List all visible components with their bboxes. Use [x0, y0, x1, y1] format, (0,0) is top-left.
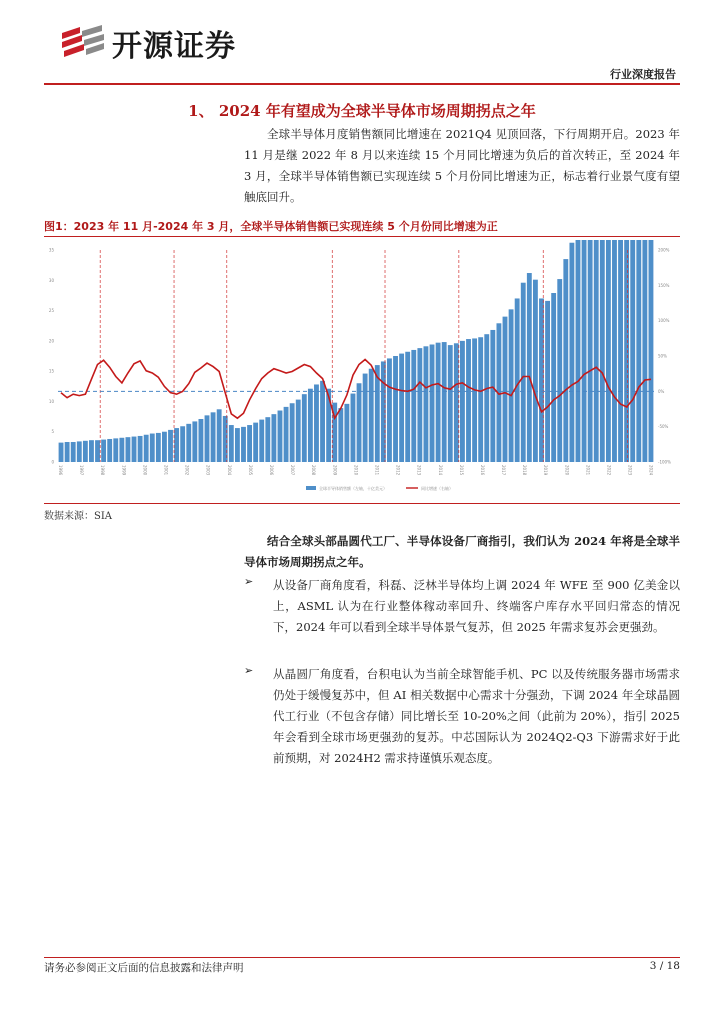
- sales-bar: [107, 439, 112, 462]
- x-tick-label: 2005: [247, 465, 253, 476]
- x-tick-label: 2013: [416, 465, 422, 476]
- left-tick-label: 10: [48, 398, 54, 404]
- right-tick-label: 150%: [658, 282, 670, 288]
- sales-bar: [247, 425, 252, 462]
- sales-bar: [576, 240, 581, 462]
- company-logo: [58, 22, 236, 64]
- sales-bar: [478, 337, 483, 462]
- sales-bar: [241, 427, 246, 462]
- sales-bar: [320, 381, 325, 462]
- sales-bar: [436, 343, 441, 462]
- sales-bar: [71, 442, 76, 462]
- sales-bar: [174, 428, 179, 462]
- sales-bar: [119, 438, 124, 462]
- left-tick-label: 0: [51, 459, 54, 465]
- x-tick-label: 2011: [374, 465, 380, 476]
- legend-swatch-sales: [306, 486, 316, 490]
- sales-bar: [290, 403, 295, 462]
- figure-bottom-divider: [44, 503, 680, 504]
- sales-bar: [448, 345, 453, 462]
- x-tick-label: 2003: [205, 465, 211, 476]
- sales-bar: [235, 428, 240, 462]
- sales-bar: [521, 283, 526, 462]
- x-tick-label: 2015: [458, 465, 464, 476]
- sales-bar: [411, 350, 416, 462]
- right-tick-label: -100%: [658, 459, 671, 465]
- left-tick-label: 30: [48, 277, 54, 283]
- header-divider: [44, 83, 680, 85]
- sales-bar: [162, 432, 167, 462]
- sales-bar: [649, 240, 654, 462]
- left-tick-label: 15: [48, 368, 54, 374]
- sales-bar: [630, 240, 635, 462]
- sales-bar: [454, 343, 459, 462]
- sales-bar: [229, 425, 234, 462]
- left-axis-ticks: [49, 248, 55, 465]
- figure-title: 图1：2023 年 11 月-2024 年 3 月，全球半导体销售额已实现连续 5 个月份同比增速为正: [44, 220, 498, 233]
- x-tick-label: 2021: [585, 465, 591, 476]
- x-tick-label: 2014: [437, 465, 443, 476]
- x-tick-label: 2001: [163, 465, 169, 476]
- x-tick-label: 2008: [311, 465, 317, 476]
- sales-bar: [314, 384, 319, 462]
- legend-label-yoy: 同比增速（右轴）: [421, 486, 453, 491]
- sales-bar: [557, 279, 562, 462]
- sales-bar: [369, 369, 374, 462]
- sales-bar: [484, 334, 489, 462]
- figure-top-divider: [44, 236, 680, 237]
- sales-bar: [393, 356, 398, 462]
- sales-bar: [588, 240, 593, 462]
- sales-bar: [186, 424, 191, 462]
- footer-divider: [44, 957, 680, 958]
- sales-bar: [442, 342, 447, 462]
- sales-bar: [265, 417, 270, 462]
- page-number: 3 / 18: [649, 960, 680, 972]
- sales-bar: [600, 240, 605, 462]
- sales-bar: [284, 407, 289, 462]
- section-title: 1、 2024 年有望成为全球半导体市场周期拐点之年: [188, 102, 536, 120]
- sales-bar: [271, 414, 276, 462]
- x-tick-label: 2018: [522, 465, 528, 476]
- x-axis-ticks: [58, 465, 654, 476]
- sales-bar: [259, 420, 264, 462]
- sales-bar: [606, 240, 611, 462]
- x-tick-label: 2006: [268, 465, 274, 476]
- sales-bar: [192, 421, 197, 462]
- sales-bar: [253, 423, 258, 462]
- sales-bar: [83, 441, 88, 462]
- sales-bar: [405, 352, 410, 462]
- logo-mark-icon: [58, 23, 106, 63]
- sales-bar: [363, 374, 368, 462]
- sales-bar: [387, 358, 392, 462]
- sales-bar: [351, 394, 356, 462]
- x-tick-label: 2000: [142, 465, 148, 476]
- semiconductor-sales-chart: [44, 240, 680, 502]
- right-tick-label: 100%: [658, 318, 670, 324]
- sales-bars: [59, 240, 654, 462]
- sales-bar: [642, 240, 647, 462]
- report-type-label: 行业深度报告: [610, 68, 676, 81]
- right-axis-ticks: [658, 248, 671, 465]
- sales-bar: [636, 240, 641, 462]
- sales-bar: [296, 400, 301, 462]
- sales-bar: [357, 383, 362, 462]
- sales-bar: [344, 404, 349, 462]
- sales-bar: [180, 426, 185, 462]
- sales-bar: [424, 346, 429, 462]
- x-tick-label: 2022: [606, 465, 612, 476]
- sales-bar: [59, 443, 64, 462]
- x-tick-label: 2009: [332, 465, 338, 476]
- sales-bar: [211, 412, 216, 462]
- right-tick-label: 50%: [658, 353, 667, 359]
- sales-bar: [490, 330, 495, 462]
- x-tick-label: 2020: [564, 465, 570, 476]
- right-tick-label: -50%: [658, 424, 669, 430]
- chart-legend: [306, 485, 453, 491]
- sales-bar: [594, 240, 599, 462]
- sales-bar: [302, 394, 307, 462]
- sales-bar: [89, 440, 94, 462]
- x-tick-label: 1998: [100, 465, 106, 476]
- bullet-item-foundry: [244, 664, 680, 769]
- x-tick-label: 2010: [353, 465, 359, 476]
- sales-bar: [563, 259, 568, 462]
- sales-bar: [278, 411, 283, 462]
- figure-source: 数据来源：SIA: [44, 511, 113, 522]
- legend-label-sales: 全球半导体销售额（左轴，十亿美元）: [319, 486, 387, 491]
- yoy-growth-line: [61, 360, 651, 419]
- footer-disclaimer: 请务必参阅正文后面的信息披露和法律声明: [44, 962, 244, 974]
- right-tick-label: 0%: [658, 388, 665, 394]
- sales-bar: [466, 339, 471, 462]
- sales-bar: [569, 243, 574, 462]
- sales-bar: [217, 409, 222, 462]
- x-tick-label: 2023: [627, 465, 633, 476]
- sales-bar: [430, 344, 435, 462]
- left-tick-label: 5: [51, 429, 54, 435]
- sales-bar: [527, 273, 532, 462]
- sales-bar: [101, 440, 106, 462]
- x-tick-label: 2019: [543, 465, 549, 476]
- sales-bar: [545, 301, 550, 462]
- sales-bar: [144, 435, 149, 462]
- sales-bar: [308, 389, 313, 462]
- sales-bar: [113, 438, 118, 462]
- sales-bar: [472, 338, 477, 462]
- x-tick-label: 1997: [79, 465, 85, 476]
- sales-bar: [65, 442, 70, 462]
- sales-bar: [126, 437, 131, 462]
- bullet-text: 从设备厂商角度看，科磊、泛林半导体均上调 2024 年 WFE 至 900 亿美金以上，ASML 认为在行业整体稼动率回升、终端客户库存水平回归常态的情况下，2024 年可以看到全球半导体景气复苏，但 2025 年需求复苏会更强劲。: [273, 578, 680, 634]
- sales-bar: [95, 440, 100, 462]
- sales-bar: [150, 434, 155, 462]
- sales-bar: [612, 240, 617, 462]
- bullet-item-equipment: [244, 575, 680, 638]
- right-tick-label: 200%: [658, 247, 670, 253]
- sales-bar: [205, 415, 210, 462]
- sales-bar: [624, 240, 629, 462]
- sales-bar: [503, 317, 508, 462]
- sales-bar: [582, 240, 587, 462]
- left-tick-label: 20: [48, 338, 54, 344]
- sales-bar: [399, 354, 404, 462]
- sales-bar: [533, 280, 538, 462]
- sales-bar: [168, 430, 173, 462]
- sales-bar: [417, 348, 422, 462]
- sales-bar: [618, 240, 623, 462]
- analysis-lead: 结合全球头部晶圆代工厂、半导体设备厂商指引，我们认为 2024 年将是全球半导体市场周期拐点之年。: [244, 534, 680, 569]
- left-tick-label: 25: [48, 308, 54, 314]
- sales-bar: [156, 433, 161, 462]
- sales-bar: [338, 408, 343, 462]
- sales-bar: [77, 441, 82, 462]
- sales-bar: [132, 437, 137, 462]
- x-tick-label: 2016: [479, 465, 485, 476]
- left-tick-label: 35: [48, 247, 54, 253]
- intro-paragraph: 全球半导体月度销售额同比增速在 2021Q4 见顶回落，下行周期开启。2023 年 11 月是继 2022 年 8 月以来连续 15 个月同比增速为负后的首次转正，至 2024 年 3 月，全球半导体销售额已实现连续 5 个月份同比增速为正，标志着行业景气度有望触底回升。: [244, 127, 680, 204]
- logo-text: 开源证券: [112, 29, 236, 64]
- sales-bar: [138, 436, 143, 462]
- sales-bar: [198, 419, 203, 462]
- sales-bar: [509, 309, 514, 462]
- sales-bar: [551, 293, 556, 462]
- x-tick-label: 2024: [648, 465, 654, 476]
- arrow-bullet-icon: ➢: [244, 575, 254, 588]
- x-tick-label: 2017: [501, 465, 507, 476]
- x-tick-label: 2004: [226, 465, 232, 476]
- bullet-text: 从晶圆厂角度看，台积电认为当前全球智能手机、PC 以及传统服务器市场需求仍处于缓慢复苏中，但 AI 相关数据中心需求十分强劲，下调 2024 年全球晶圆代工行业（不包含存储）同比增长至 10-20%之间（此前为 20%），指引 2025 年会看到全球市场更强劲的复苏。中芯国际认为 2024Q2-Q3 下游需求好于此前预期，对 2024H2 需求持谨慎乐观态度。: [273, 667, 680, 765]
- x-tick-label: 2007: [290, 465, 296, 476]
- x-tick-label: 2012: [395, 465, 401, 476]
- x-tick-label: 2002: [184, 465, 190, 476]
- arrow-bullet-icon: ➢: [244, 664, 254, 677]
- sales-bar: [515, 298, 520, 462]
- x-tick-label: 1999: [121, 465, 127, 476]
- x-tick-label: 1996: [58, 465, 63, 476]
- sales-bar: [460, 341, 465, 462]
